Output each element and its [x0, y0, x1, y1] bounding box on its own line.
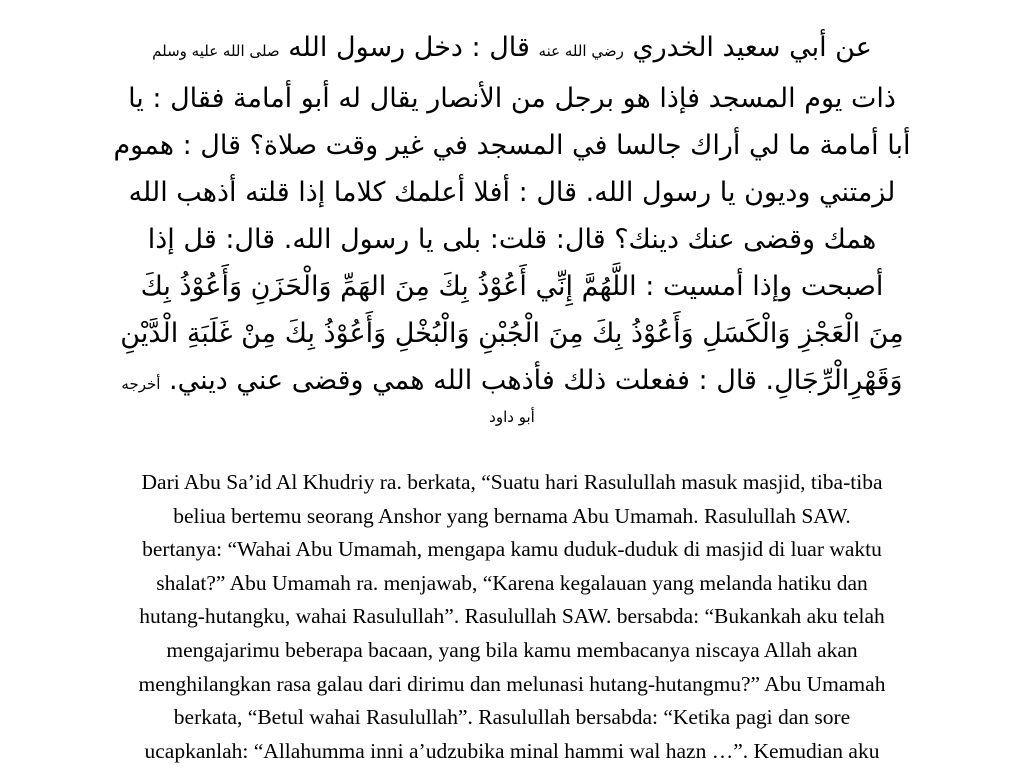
translation-line: hutang-hutangku, wahai Rasulullah”. Rasulullah SAW. bersabda: “Bukankah aku telah	[139, 604, 885, 629]
arabic-line-6: أصبحت وإذا أمسيت : اللَّهُمَّ إِنِّي أَعُوْذُ بِكَ مِنَ الهَمِّ وَالْحَزَنِ وَأَعُوْذُ بِكَ	[140, 271, 884, 302]
arabic-line-2: ذات يوم المسجد فإذا هو برجل من الأنصار يقال له أبو أمامة فقال : يا	[128, 83, 896, 114]
arabic-line-1-start: عن أبي سعيد الخدري	[632, 32, 872, 63]
arabic-line-8-main: وَقَهْرِالْرِّجَالِ. قال : ففعلت ذلك فأذهب الله همي وقضى عني ديني.	[169, 365, 903, 396]
translation-line: berkata, “Betul wahai Rasulullah”. Rasulullah bersabda: “Ketika pagi dan sore	[173, 705, 851, 730]
translation-line: Dari Abu Sa’id Al Khudriy ra. berkata, “Suatu hari Rasulullah masuk masjid, tiba-tiba	[141, 470, 883, 494]
arabic-line-1-middle: قال : دخل رسول الله	[288, 32, 530, 63]
translation-line: mengajarimu beberapa bacaan, yang bila kamu membacanya niscaya Allah akan	[166, 637, 858, 662]
translation-line: ucapkanlah: “Allahumma inni a’udzubika minal hammi wal hazn …”. Kemudian aku	[144, 738, 880, 763]
indonesian-translation	[20, 466, 1004, 768]
hadith-source-label: أخرجه	[121, 375, 161, 393]
arabic-line-8	[28, 357, 996, 408]
arabic-line-4: لزمتني وديون يا رسول الله. قال : أفلا أعلمك كلاما إذا قلته أذهب الله	[128, 177, 896, 208]
companion-honorific: رضي الله عنه	[538, 42, 624, 60]
arabic-line-5: همك وقضى عنك دينك؟ قال: قلت: بلى يا رسول الله. قال: قل إذا	[147, 224, 877, 255]
translation-line: bertanya: “Wahai Abu Umamah, mengapa kamu duduk-duduk di masjid di luar waktu	[142, 537, 882, 562]
translation-line: beliua bertemu seorang Anshor yang bernama Abu Umamah. Rasulullah SAW.	[173, 503, 851, 528]
hadith-source-name: أبو داود	[489, 408, 535, 426]
prophet-honorific: صلى الله عليه وسلم	[152, 42, 280, 60]
translation-line: shalat?” Abu Umamah ra. menjawab, “Karena kegalauan yang melanda hatiku dan	[156, 570, 868, 595]
arabic-line-3: أبا أمامة ما لي أراك جالسا في المسجد في غير وقت صلاة؟ قال : هموم	[113, 130, 911, 161]
arabic-hadith-text	[28, 24, 996, 428]
arabic-line-1	[28, 24, 996, 75]
translation-line: menghilangkan rasa galau dari dirimu dan melunasi hutang-hutangmu?” Abu Umamah	[138, 671, 886, 696]
arabic-line-7: مِنَ الْعَجْزِ وَالْكَسَلِ وَأَعُوْذُ بِكَ مِنَ الْجُبْنِ وَالْبُخْلِ وَأَعُوْذُ بِكَ مِنْ غَلَبَةِ الْدَّيْنِ	[120, 318, 904, 349]
